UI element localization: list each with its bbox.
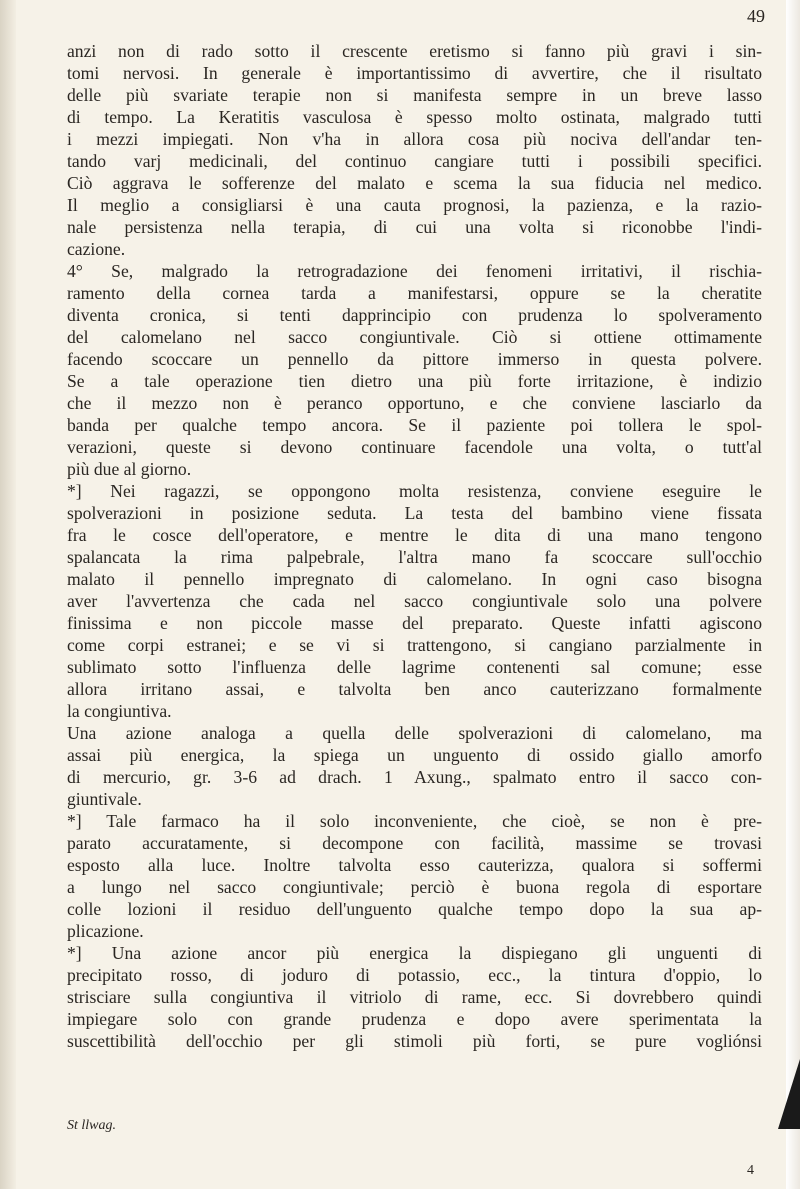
text-line: assai più energica, la spiega un unguento di ossido giallo amorfo (67, 745, 762, 765)
text-line: plicazione. (67, 921, 144, 941)
text-line: anzi non di rado sotto il crescente eretismo si fanno più gravi i sin- (67, 41, 762, 61)
text-line: banda per qualche tempo ancora. Se il paziente poi tollera le spol- (67, 415, 762, 435)
paragraph-prognosis (67, 40, 762, 260)
text-line: più due al giorno. (67, 459, 192, 479)
text-line: fra le cosce dell'operatore, e mentre le dita di una mano tengono (67, 525, 762, 545)
text-line: esposto alla luce. Inoltre talvolta esso cauterizza, qualora si soffermi (67, 855, 762, 875)
text-line: parato accuratamente, si decompone con facilità, massime se trovasi (67, 833, 762, 853)
page-number: 49 (747, 6, 765, 26)
text-line: colle lozioni il residuo dell'unguento qualche tempo dopo la sua ap- (67, 899, 762, 919)
text-line: nale persistenza nella terapia, di cui una volta si riconobbe l'indi- (67, 217, 762, 237)
text-line: di tempo. La Keratitis vasculosa è spesso molto ostinata, malgrado tutti (67, 107, 762, 127)
text-line: aver l'avvertenza che cada nel sacco congiuntivale solo una polvere (67, 591, 762, 611)
footnote-drug-inconvenience (67, 810, 762, 942)
text-line: finissima e non piccole masse del preparato. Queste infatti agiscono (67, 613, 762, 633)
text-line: Una azione analoga a quella delle spolverazioni di calomelano, ma (67, 723, 762, 743)
paragraph-calomel-dusting (67, 260, 762, 480)
text-line: ramento della cornea tarda a manifestarsi, oppure se la cheratite (67, 283, 762, 303)
text-line: di mercurio, gr. 3-6 ad drach. 1 Axung., spalmato entro il sacco con- (67, 767, 762, 787)
text-line: delle più svariate terapie non si manifesta sempre in un breve lasso (67, 85, 762, 105)
signature-mark: St llwag. (67, 1118, 117, 1133)
text-line: *] Una azione ancor più energica la dispiegano gli unguenti di (67, 943, 762, 963)
text-line: precipitato rosso, di joduro di potassio, ecc., la tintura d'oppio, lo (67, 965, 762, 985)
body-text (67, 40, 762, 1052)
text-line: *] Nei ragazzi, se oppongono molta resistenza, conviene eseguire le (67, 481, 762, 501)
text-line: Ciò aggrava le sofferenze del malato e scema la sua fiducia nel medico. (67, 173, 762, 193)
page-edge-shadow (786, 0, 800, 1189)
text-line: giuntivale. (67, 789, 142, 809)
text-line: strisciare sulla congiuntiva il vitriolo di rame, ecc. Si dovrebbero quindi (67, 987, 762, 1007)
text-line: malato il pennello impregnato di calomelano. In ogni caso bisogna (67, 569, 762, 589)
text-line: tando varj medicinali, del continuo cangiare tutti i possibili specifici. (67, 151, 762, 171)
text-line: spalancata la rima palpebrale, l'altra mano fa scoccare sull'occhio (67, 547, 762, 567)
text-line: cazione. (67, 239, 126, 259)
page-gutter (0, 0, 16, 1189)
scan-corner-mark (778, 1059, 800, 1129)
text-line: tomi nervosi. In generale è importantissimo di avvertire, che il risultato (67, 63, 762, 83)
text-line: del calomelano nel sacco congiuntivale. Ciò si ottiene ottimamente (67, 327, 762, 347)
footnote-mercury-ointment (67, 722, 762, 810)
text-line: suscettibilità dell'occhio per gli stimoli più forti, se pure vogliónsi (67, 1031, 762, 1051)
signature-number: 4 (747, 1163, 754, 1178)
text-line: Il meglio a consigliarsi è una cauta prognosi, la pazienza, e la razio- (67, 195, 762, 215)
text-line: come corpi estranei; e se vi si trattengono, si cangiano parzialmente in (67, 635, 762, 655)
text-line: la congiuntiva. (67, 701, 172, 721)
text-line: allora irritano assai, e talvolta ben anco cauterizzano formalmente (67, 679, 762, 699)
text-line: diventa cronica, si tenti dapprincipio con prudenza lo spolveramento (67, 305, 762, 325)
text-line: spolverazioni in posizione seduta. La testa del bambino viene fissata (67, 503, 762, 523)
text-line: sublimato sotto l'influenza delle lagrime contenenti sal comune; esse (67, 657, 762, 677)
text-line: che il mezzo non è peranco opportuno, e che conviene lasciarlo da (67, 393, 762, 413)
footnote-children (67, 480, 762, 722)
text-line: *] Tale farmaco ha il solo inconveniente, che cioè, se non è pre- (67, 811, 762, 831)
text-line: impiegare solo con grande prudenza e dopo avere sperimentata la (67, 1009, 762, 1029)
text-line: 4° Se, malgrado la retrogradazione dei fenomeni irritativi, il rischia- (67, 261, 762, 281)
footnote-stronger-ointments (67, 942, 762, 1052)
text-line: Se a tale operazione tien dietro una più forte irritazione, è indizio (67, 371, 762, 391)
text-line: facendo scoccare un pennello da pittore immerso in questa polvere. (67, 349, 762, 369)
text-line: i mezzi impiegati. Non v'ha in allora cosa più nociva dell'andar ten- (67, 129, 762, 149)
text-line: a lungo nel sacco congiuntivale; perciò è buona regola di esportare (67, 877, 762, 897)
text-line: verazioni, queste si devono continuare facendole una volta, o tutt'al (67, 437, 762, 457)
